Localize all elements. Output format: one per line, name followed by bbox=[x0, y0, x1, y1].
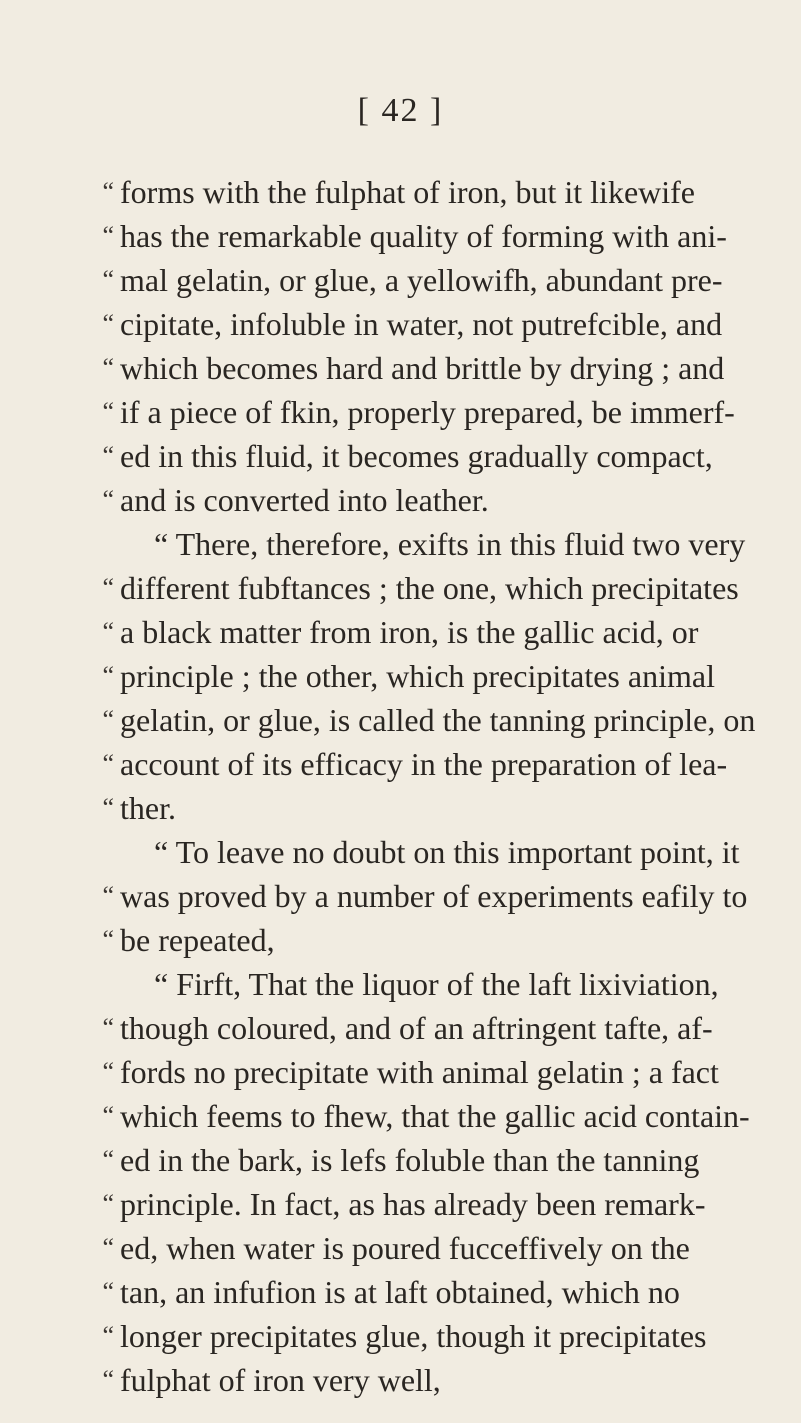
quote-mark: “ bbox=[102, 221, 114, 250]
text-line bbox=[102, 1138, 700, 1182]
quote-mark: “ bbox=[102, 661, 114, 690]
text-line bbox=[102, 874, 748, 918]
quote-mark: “ bbox=[102, 397, 114, 426]
line-text: longer precipitates glue, though it precipitates bbox=[120, 1318, 707, 1354]
quote-mark: “ bbox=[102, 881, 114, 910]
text-line bbox=[102, 786, 176, 830]
text-line bbox=[102, 654, 715, 698]
quote-mark: “ bbox=[102, 177, 114, 206]
text-line bbox=[154, 830, 740, 874]
line-text: ed in this fluid, it becomes gradually compact, bbox=[120, 438, 713, 474]
text-line bbox=[102, 566, 739, 610]
line-text: cipitate, infoluble in water, not putrefcible, and bbox=[120, 306, 723, 342]
line-text: mal gelatin, or glue, a yellowifh, abundant pre- bbox=[120, 262, 723, 298]
text-line bbox=[102, 1094, 750, 1138]
text-line bbox=[102, 390, 735, 434]
quote-mark: “ bbox=[102, 265, 114, 294]
quote-mark: “ bbox=[102, 793, 114, 822]
line-text: ed in the bark, is lefs foluble than the tanning bbox=[120, 1142, 700, 1178]
line-text: account of its efficacy in the preparation of lea- bbox=[120, 746, 728, 782]
line-text: tan, an infufion is at laft obtained, which no bbox=[120, 1274, 680, 1310]
text-line bbox=[102, 610, 699, 654]
quote-mark: “ bbox=[102, 1233, 114, 1262]
page-number: [ 42 ] bbox=[357, 92, 444, 129]
text-line bbox=[154, 962, 719, 1006]
quote-mark: “ bbox=[102, 1057, 114, 1086]
text-line bbox=[102, 1226, 690, 1270]
quote-mark: “ bbox=[102, 925, 114, 954]
text-line bbox=[102, 742, 728, 786]
quote-mark: “ bbox=[102, 353, 114, 382]
line-text: if a piece of fkin, properly prepared, be immerf- bbox=[120, 394, 735, 430]
line-text: a black matter from iron, is the gallic acid, or bbox=[120, 614, 699, 650]
text-line bbox=[102, 434, 713, 478]
text-line bbox=[102, 478, 489, 522]
text-line bbox=[102, 918, 275, 962]
quote-mark: “ bbox=[102, 1013, 114, 1042]
quote-mark: “ bbox=[102, 1277, 114, 1306]
line-text: has the remarkable quality of forming with ani- bbox=[120, 218, 727, 254]
quote-mark: “ bbox=[102, 573, 114, 602]
text-line bbox=[102, 302, 723, 346]
text-line bbox=[102, 1358, 441, 1402]
line-text: gelatin, or glue, is called the tanning principle, on bbox=[120, 702, 756, 738]
line-text: fords no precipitate with animal gelatin ; a fact bbox=[120, 1054, 719, 1090]
line-text: ther. bbox=[120, 790, 176, 826]
text-line bbox=[102, 346, 725, 390]
quote-mark: “ bbox=[102, 1145, 114, 1174]
text-line bbox=[102, 1270, 680, 1314]
line-text: which feems to fhew, that the gallic acid contain- bbox=[120, 1098, 750, 1134]
line-text: ed, when water is poured fucceffively on the bbox=[120, 1230, 690, 1266]
line-text: principle ; the other, which precipitates animal bbox=[120, 658, 715, 694]
quote-mark: “ bbox=[102, 749, 114, 778]
quote-mark: “ bbox=[102, 1101, 114, 1130]
line-text: forms with the fulphat of iron, but it likewife bbox=[120, 174, 695, 210]
quote-mark: “ bbox=[102, 441, 114, 470]
line-text: “ There, therefore, exifts in this fluid two very bbox=[154, 526, 746, 562]
line-text: was proved by a number of experiments eafily to bbox=[120, 878, 748, 914]
text-line bbox=[102, 1050, 719, 1094]
line-text: which becomes hard and brittle by drying ; and bbox=[120, 350, 725, 386]
text-line bbox=[102, 214, 727, 258]
text-line bbox=[102, 1182, 706, 1226]
line-text: and is converted into leather. bbox=[120, 482, 489, 518]
line-text: be repeated, bbox=[120, 922, 275, 958]
line-text: principle. In fact, as has already been remark- bbox=[120, 1186, 706, 1222]
text-line bbox=[102, 170, 695, 214]
text-line bbox=[154, 522, 745, 566]
quote-mark: “ bbox=[102, 309, 114, 338]
line-text: “ To leave no doubt on this important point, it bbox=[154, 834, 740, 870]
quote-mark: “ bbox=[102, 1321, 114, 1350]
quote-mark: “ bbox=[102, 705, 114, 734]
quote-mark: “ bbox=[102, 485, 114, 514]
quote-mark: “ bbox=[102, 1365, 114, 1394]
text-line bbox=[102, 698, 756, 742]
line-text: though coloured, and of an aftringent tafte, af- bbox=[120, 1010, 713, 1046]
text-line bbox=[102, 258, 723, 302]
quote-mark: “ bbox=[102, 617, 114, 646]
text-line bbox=[102, 1006, 713, 1050]
quote-mark: “ bbox=[102, 1189, 114, 1218]
line-text: different fubftances ; the one, which precipitates bbox=[120, 570, 739, 606]
line-text: “ Firft, That the liquor of the laft lixiviation, bbox=[154, 966, 719, 1002]
line-text: fulphat of iron very well, bbox=[120, 1362, 441, 1398]
text-line bbox=[102, 1314, 707, 1358]
